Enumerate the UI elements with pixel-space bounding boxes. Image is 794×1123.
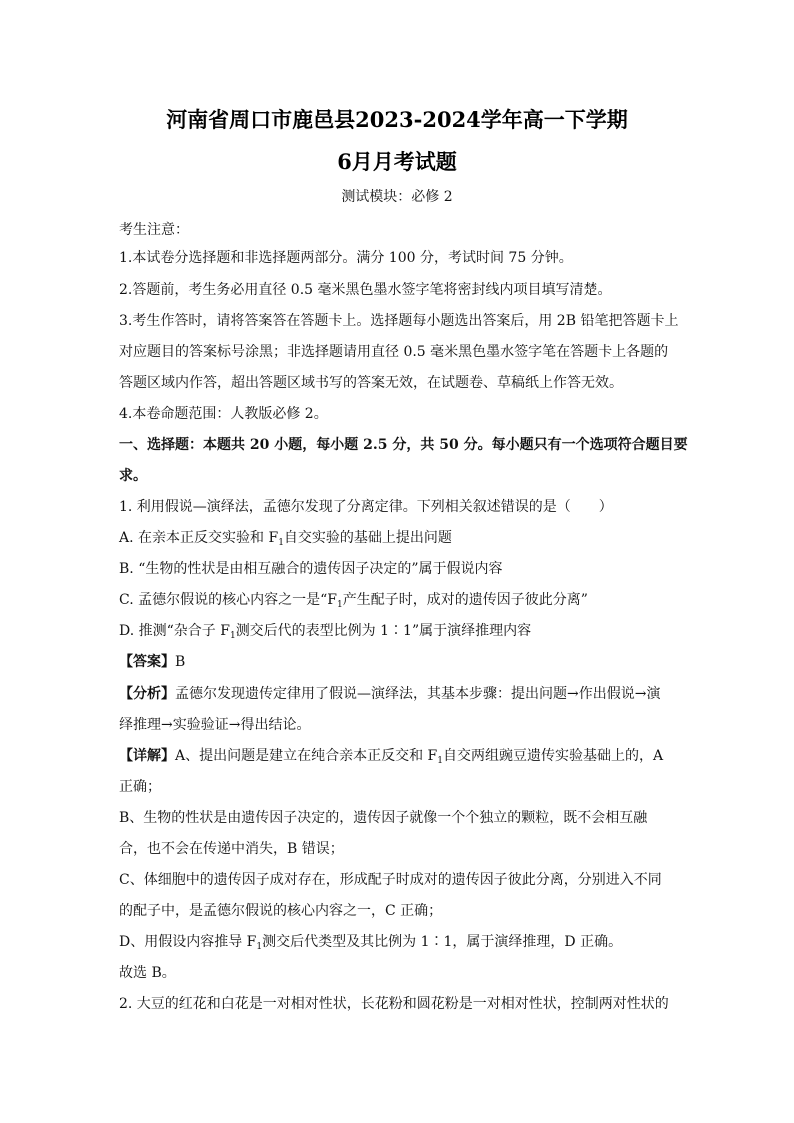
- answer-line: [119, 652, 185, 672]
- detail-b-line2: 合，也不会在传递中消失，B 错误；: [119, 841, 344, 857]
- detail-c-line1: C、体细胞中的遗传因子成对存在，形成配子时成对的遗传因子彼此分离，分别进入不同: [119, 872, 662, 888]
- analysis-label: 【分析】: [119, 686, 175, 702]
- notice-heading: 考生注意：: [119, 222, 189, 238]
- option-d-text: D. 推测“杂合子 F: [119, 623, 230, 639]
- question-1-option-c: [119, 590, 588, 610]
- analysis-line2: 绎推理→实验验证→得出结论。: [119, 717, 311, 733]
- question-1-stem: 1. 利用假说—演绎法，孟德尔发现了分离定律。下列相关叙述错误的是（ ）: [119, 499, 613, 515]
- detail-a-text: A、提出问题是建立在纯合亲本正反交和 F: [175, 748, 438, 764]
- page-title: 河南省周口市鹿邑县2023-2024学年高一下学期: [166, 107, 628, 132]
- test-module-subtitle: 测试模块：必修 2: [341, 189, 453, 205]
- notice-item-3-line3: 答题区域内作答，超出答题区域书写的答案无效，在试题卷、草稿纸上作答无效。: [119, 375, 623, 391]
- analysis-text: 孟德尔发现遗传定律用了假说—演绎法，其基本步骤：提出问题→作出假说→演: [175, 686, 661, 702]
- notice-item-3-line1: 3.考生作答时，请将答案答在答题卡上。选择题每小题选出答案后，用 2B 铅笔把答题卡上: [119, 313, 679, 329]
- detail-d-line: [119, 932, 622, 952]
- notice-item-1: 1.本试卷分选择题和非选择题两部分。满分 100 分，考试时间 75 分钟。: [119, 250, 573, 266]
- option-d-text-end: 测交后代的表型比例为 1∶1”属于演绎推理内容: [235, 623, 532, 639]
- subscript: 1: [336, 600, 343, 610]
- detail-a-text-end: 自交两组豌豆遗传实验基础上的，A: [443, 748, 664, 764]
- subscript: 1: [437, 756, 444, 766]
- section-heading-line2: 求。: [119, 468, 147, 484]
- question-1-option-b: B. “生物的性状是由相互融合的遗传因子决定的”属于假说内容: [119, 561, 503, 577]
- subscript: 1: [278, 538, 284, 548]
- detail-a-line2: 正确；: [119, 779, 161, 795]
- answer-value: B: [175, 654, 186, 670]
- section-heading-line1: 一、选择题：本题共 20 小题，每小题 2.5 分，共 50 分。每小题只有一个选项符合题目要: [119, 437, 688, 453]
- detail-a-line1: [119, 746, 663, 766]
- option-a-text: A. 在亲本正反交实验和 F: [119, 530, 279, 546]
- question-1-option-a: [119, 528, 452, 548]
- option-a-text-end: 自交实验的基础上提出问题: [283, 530, 452, 546]
- answer-label: 【答案】: [119, 654, 175, 670]
- option-c-text-end: 产生配子时，成对的遗传因子彼此分离”: [342, 592, 588, 608]
- detail-label: 【详解】: [119, 748, 175, 764]
- notice-item-2: 2.答题前，考生务必用直径 0.5 毫米黑色墨水签字笔将密封线内项目填写清楚。: [119, 282, 612, 298]
- conclusion: 故选 B。: [119, 965, 176, 981]
- notice-item-3-line2: 对应题目的答案标号涂黑；非选择题请用直径 0.5 毫米黑色墨水签字笔在答题卡上各题的: [119, 344, 669, 360]
- subscript: 1: [256, 942, 263, 952]
- option-c-text: C. 孟德尔假说的核心内容之一是“F: [119, 592, 337, 608]
- notice-item-4: 4.本卷命题范围：人教版必修 2。: [119, 406, 328, 422]
- analysis-line1: [119, 684, 660, 704]
- subscript: 1: [229, 631, 236, 641]
- question-2-stem: 2. 大豆的红花和白花是一对相对性状，长花粉和圆花粉是一对相对性状，控制两对性状的: [119, 996, 669, 1012]
- question-1-option-d: [119, 621, 531, 641]
- detail-d-text-end: 测交后代类型及其比例为 1∶1，属于演绎推理，D 正确。: [262, 934, 623, 950]
- detail-d-text: D、用假设内容推导 F: [119, 934, 257, 950]
- detail-b-line1: B、生物的性状是由遗传因子决定的，遗传因子就像一个个独立的颗粒，既不会相互融: [119, 810, 648, 826]
- detail-c-line2: 的配子中，是孟德尔假说的核心内容之一，C 正确；: [119, 903, 443, 919]
- page-title-line2: 6月月考试题: [337, 149, 457, 174]
